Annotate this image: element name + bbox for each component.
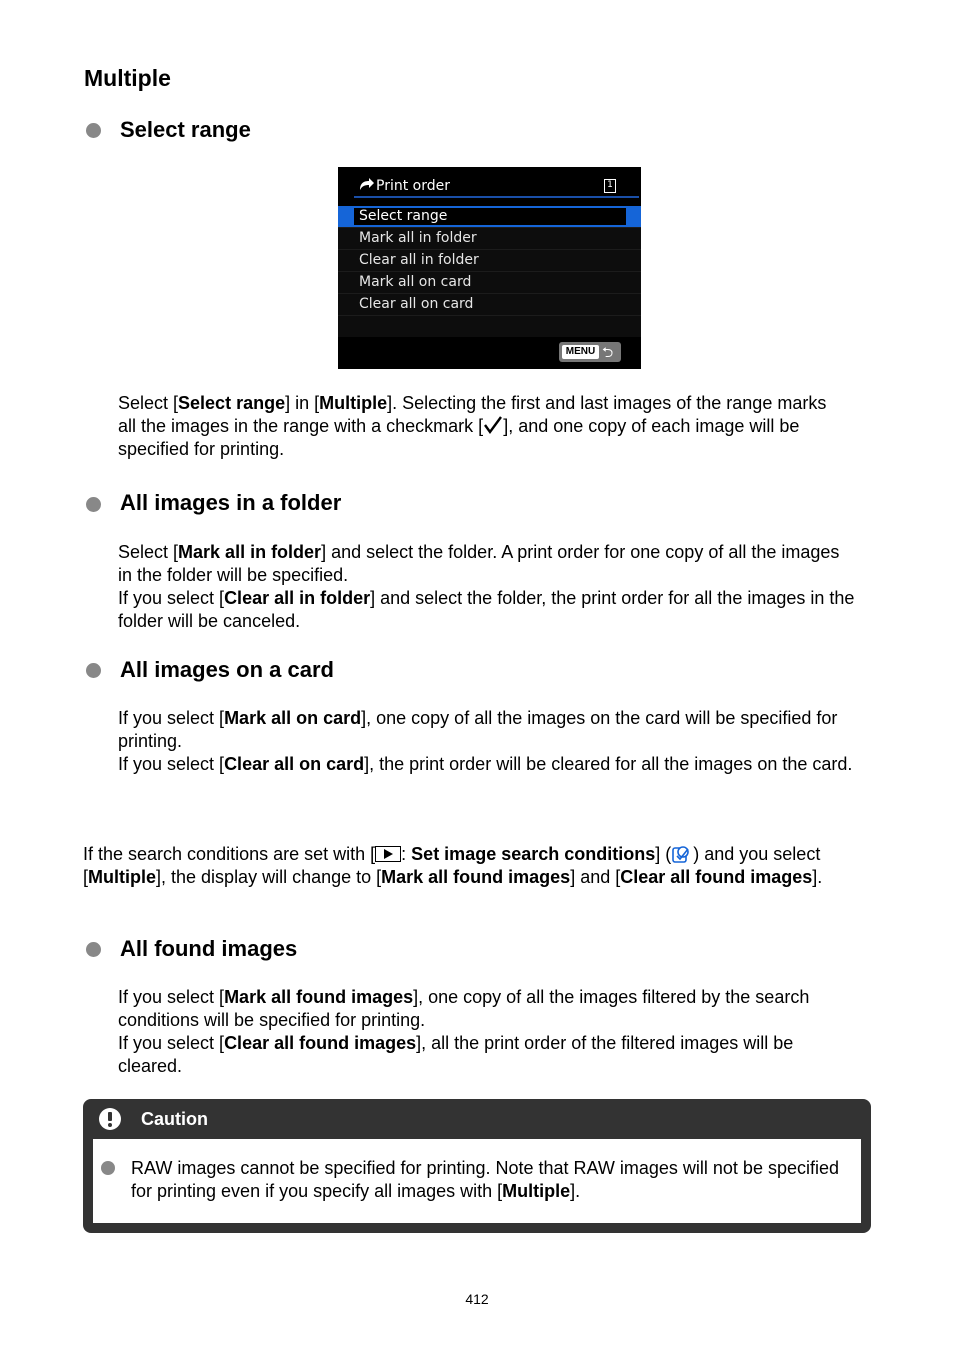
camera-menu-item-mark-all-in-folder[interactable]: Mark all in folder [338,228,641,250]
checkmark-icon [483,415,503,435]
found-description-mark: If you select [Mark all found images], one copy of all the images filtered by the search conditions will be specified for printing. [118,987,810,1030]
caution-box [83,1099,871,1233]
caution-text: RAW images cannot be specified for printing. Note that RAW images will not be specified for printing even if you specify all images with [Multiple]. [131,1158,839,1201]
caution-icon [99,1108,121,1130]
camera-menu-empty-row [338,316,641,337]
bullet-icon [86,497,101,512]
camera-title: Print order [376,178,450,194]
bullet-icon [101,1161,115,1175]
camera-title-rule [354,196,639,198]
bullet-icon [86,123,101,138]
camera-menu-item-select-range[interactable]: Select range [338,206,641,228]
return-icon: ⮌ [602,344,614,360]
section-title-select-range: Select range [120,117,251,142]
select-range-description: Select [Select range] in [Multiple]. Selecting the first and last images of the range marks all the images in the range with a checkmark [ ], and one copy of each image will be specified for printing. [118,393,827,459]
folder-description-clear: If you select [Clear all in folder] and select the folder, the print order for all the images in the folder will be canceled. [118,588,855,631]
card-description-clear: If you select [Clear all on card], the print order will be cleared for all the images on the card. [118,754,853,774]
found-description-clear: If you select [Clear all found images], all the print order of the filtered images will be cleared. [118,1033,794,1076]
caution-body [93,1139,861,1223]
search-conditions-note: If the search conditions are set with [ : Set image search conditions] ( ) and you select [Multiple], the display will change to [Mark all found images] and [Clear all found images]. [83,844,823,887]
camera-screen [338,167,641,369]
caution-header [83,1099,871,1139]
camera-menu-item-clear-all-on-card[interactable]: Clear all on card [338,294,641,316]
bullet-icon [86,942,101,957]
playback-icon [375,846,401,862]
page-heading: Multiple [84,65,171,91]
camera-menu-item-mark-all-on-card[interactable]: Mark all on card [338,272,641,294]
menu-label: MENU [562,345,599,359]
bullet-icon [86,663,101,678]
page-number: 412 [465,1291,489,1307]
section-title-folder: All images in a folder [120,490,342,515]
print-arrow-icon [358,178,374,192]
card-description-mark: If you select [Mark all on card], one copy of all the images on the card will be specified for printing. [118,708,838,751]
menu-back-button[interactable] [559,342,621,362]
camera-menu-item-clear-all-in-folder[interactable]: Clear all in folder [338,250,641,272]
camera-menu [338,206,641,337]
caution-title: Caution [141,1109,208,1129]
folder-description-mark: Select [Mark all in folder] and select the folder. A print order for one copy of all the images in the folder will be specified. [118,542,840,585]
section-title-card: All images on a card [120,657,334,682]
search-conditions-icon [671,844,693,864]
card-icon: 1 [604,179,616,193]
camera-title-bar [338,167,641,205]
section-title-found: All found images [120,936,298,961]
